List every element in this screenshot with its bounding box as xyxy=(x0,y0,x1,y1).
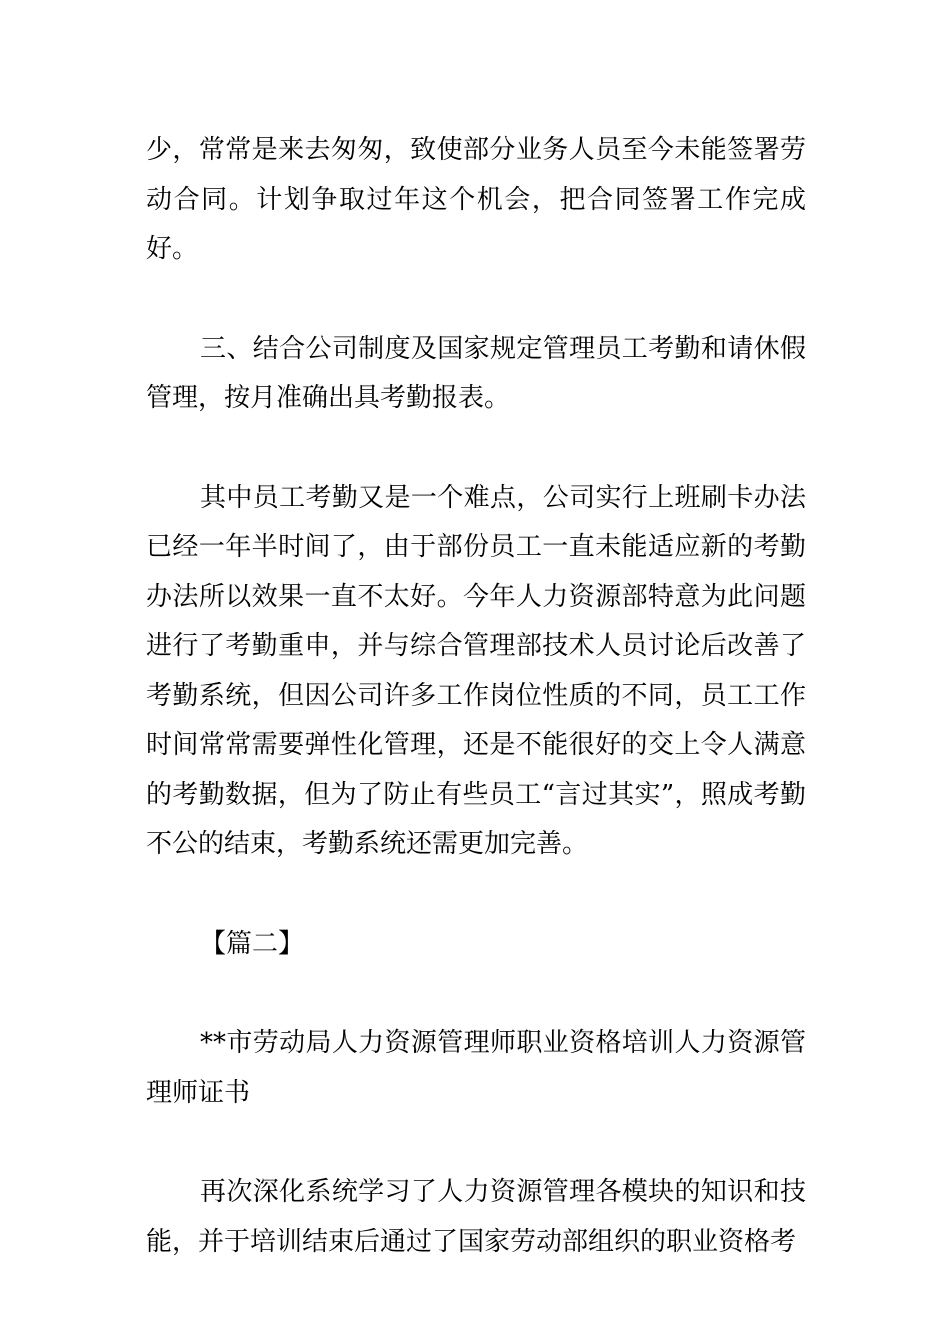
paragraph-certificate: **市劳动局人力资源管理师职业资格培训人力资源管理师证书 xyxy=(146,1028,806,1108)
document-body xyxy=(146,126,806,1267)
paragraph-attendance-detail: 其中员工考勤又是一个难点，公司实行上班刷卡办法已经一年半时间了，由于部份员工一直未能适应新的考勤办法所以效果一直不太好。今年人力资源部特意为此问题进行了考勤重申，并与综合管理部技术人员讨论后改善了考勤系统，但因公司许多工作岗位性质的不同，员工工作时间常常需要弹性化管理，还是不能很好的交上令人满意的考勤数据，但为了防止有些员工“言过其实”，照成考勤不公的结束，考勤系统还需更加完善。 xyxy=(146,482,806,859)
paragraph-contract-signing: 少，常常是来去匆匆，致使部分业务人员至今未能签署劳动合同。计划争取过年这个机会，把合同签署工作完成好。 xyxy=(146,135,806,264)
paragraph-training: 再次深化系统学习了人力资源管理各模块的知识和技能，并于培训结束后通过了国家劳动部组织的职业资格考 xyxy=(146,1177,806,1257)
section-heading-part-two: 【篇二】 xyxy=(200,928,305,959)
paragraph-attendance-heading: 三、结合公司制度及国家规定管理员工考勤和请休假管理，按月准确出具考勤报表。 xyxy=(146,333,806,413)
